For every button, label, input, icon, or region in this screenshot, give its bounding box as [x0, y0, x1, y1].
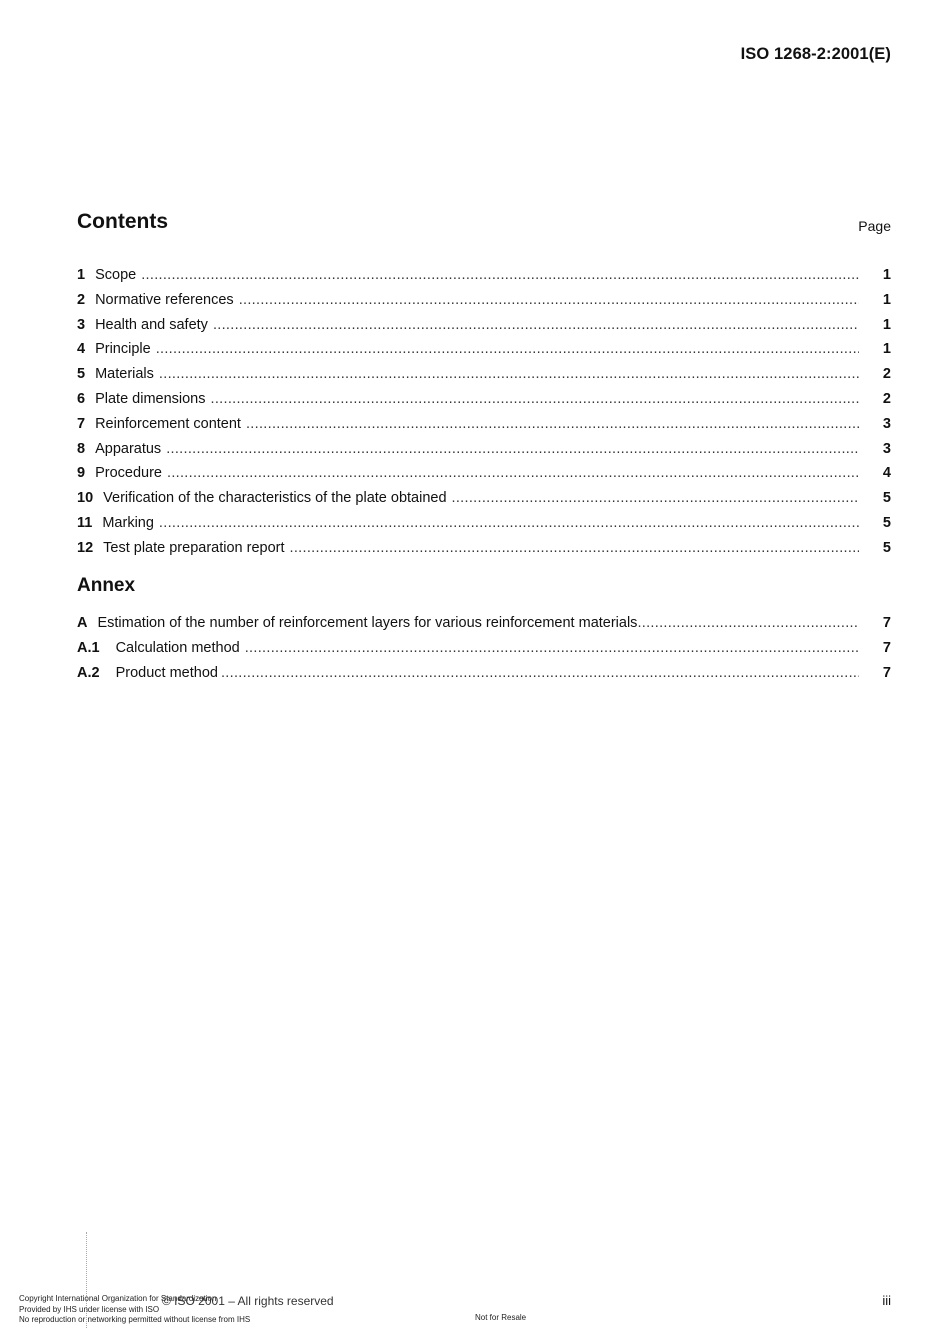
toc-entry-page: 3: [882, 415, 891, 432]
toc-entry[interactable]: [77, 511, 891, 536]
toc-entry[interactable]: [77, 536, 891, 561]
toc-entry-number: 5: [77, 366, 86, 383]
toc-entry-page: 4: [882, 465, 891, 482]
annex-entry-page: 7: [882, 639, 891, 656]
toc-entry[interactable]: [77, 337, 891, 362]
annex-entry[interactable]: [77, 661, 891, 686]
toc-entry-title: Plate dimensions: [95, 390, 206, 407]
annex-entry-title: Estimation of the number of reinforcement layers for various reinforcement materials: [97, 615, 638, 631]
toc-entry-number: 10: [77, 490, 94, 507]
toc-entry-title: Marking: [102, 514, 154, 531]
toc-entry-number: 1: [77, 267, 86, 283]
toc-entry-title: Test plate preparation report: [103, 539, 285, 556]
toc-entry-title: Apparatus: [95, 440, 162, 457]
toc-dot-leader: [159, 511, 859, 536]
footer-not-for-resale: Not for Resale: [475, 1313, 527, 1322]
toc-dot-leader: [141, 263, 859, 288]
toc-dot-leader: [166, 437, 859, 462]
footer-copyright-line: Provided by IHS under license with ISO: [19, 1304, 160, 1314]
toc-entry-number: 3: [77, 316, 86, 333]
toc-dot-leader: [213, 313, 859, 338]
toc-dot-leader: [156, 337, 859, 362]
annex-entry[interactable]: [77, 611, 891, 636]
annex-entry-title: Calculation method: [115, 639, 240, 656]
toc-entry-number: 2: [77, 291, 86, 308]
toc-entry-title: Scope: [95, 267, 137, 283]
annex-entry-number: A.2: [77, 664, 100, 681]
toc-entry-number: 7: [77, 415, 86, 432]
toc-dot-leader: [159, 362, 859, 387]
toc-entry-page: 5: [882, 514, 891, 531]
toc-entry[interactable]: [77, 313, 891, 338]
toc-entry-title: Materials: [95, 366, 154, 383]
toc-dot-leader: [239, 288, 859, 313]
annex-entry-number: A.1: [77, 639, 100, 656]
toc-entry-title: Procedure: [95, 465, 162, 482]
toc-entry-page: 2: [882, 366, 891, 383]
toc-entry[interactable]: [77, 461, 891, 486]
toc-dot-leader: [637, 611, 859, 636]
annex-contents: [77, 611, 891, 685]
toc-entry[interactable]: [77, 362, 891, 387]
toc-entry-page: 2: [882, 390, 891, 407]
toc-entry-page: 5: [882, 490, 891, 507]
toc-dot-leader: [211, 387, 860, 412]
footer-page-number: iii: [882, 1293, 891, 1308]
toc-entry-page: 1: [882, 291, 891, 308]
toc-entry-number: 6: [77, 390, 86, 407]
toc-entry[interactable]: [77, 437, 891, 462]
toc-entry-page: 1: [882, 267, 891, 283]
annex-entry[interactable]: [77, 636, 891, 661]
toc-dot-leader: [167, 461, 859, 486]
toc-entry-number: 4: [77, 341, 86, 358]
toc-dot-leader: [245, 636, 859, 661]
toc-entry-title: Principle: [95, 341, 151, 358]
contents-heading: Contents: [77, 210, 168, 233]
toc-entry[interactable]: [77, 412, 891, 437]
toc-entry[interactable]: [77, 486, 891, 511]
footer-copyright-line: Copyright International Organization for Standardization: [19, 1294, 217, 1303]
toc-entry[interactable]: [77, 387, 891, 412]
toc-entry-number: 11: [77, 514, 93, 531]
toc-entry-page: 3: [882, 440, 891, 457]
toc-dot-leader: [221, 661, 859, 686]
document-id: ISO 1268-2:2001(E): [740, 45, 891, 63]
toc-dot-leader: [290, 536, 860, 561]
annex-entry-page: 7: [882, 615, 891, 631]
toc-entry-title: Health and safety: [95, 316, 208, 333]
toc-entry-number: 12: [77, 539, 94, 556]
annex-entry-number: A: [77, 615, 88, 631]
toc-entry-title: Reinforcement content: [95, 415, 241, 432]
annex-entry-title: Product method: [115, 664, 218, 681]
annex-heading: Annex: [77, 575, 136, 596]
toc-entry[interactable]: [77, 263, 891, 288]
toc-dot-leader: [246, 412, 859, 437]
toc-entry-number: 9: [77, 465, 86, 482]
toc-entry-title: Normative references: [95, 291, 234, 308]
toc-entry-title: Verification of the characteristics of the plate obtained: [103, 490, 447, 507]
table-of-contents: [77, 263, 891, 561]
toc-dot-leader: [452, 486, 859, 511]
toc-entry-page: 5: [882, 539, 891, 556]
toc-entry-page: 1: [882, 316, 891, 333]
page-column-label: Page: [858, 218, 891, 234]
toc-entry[interactable]: [77, 288, 891, 313]
footer-copyright-line: No reproduction or networking permitted without license from IHS: [19, 1315, 251, 1324]
annex-entry-page: 7: [882, 664, 891, 681]
footer-rights-reserved: © ISO 2001 – All rights reserved: [162, 1294, 334, 1308]
toc-entry-page: 1: [882, 341, 891, 358]
toc-entry-number: 8: [77, 440, 86, 457]
